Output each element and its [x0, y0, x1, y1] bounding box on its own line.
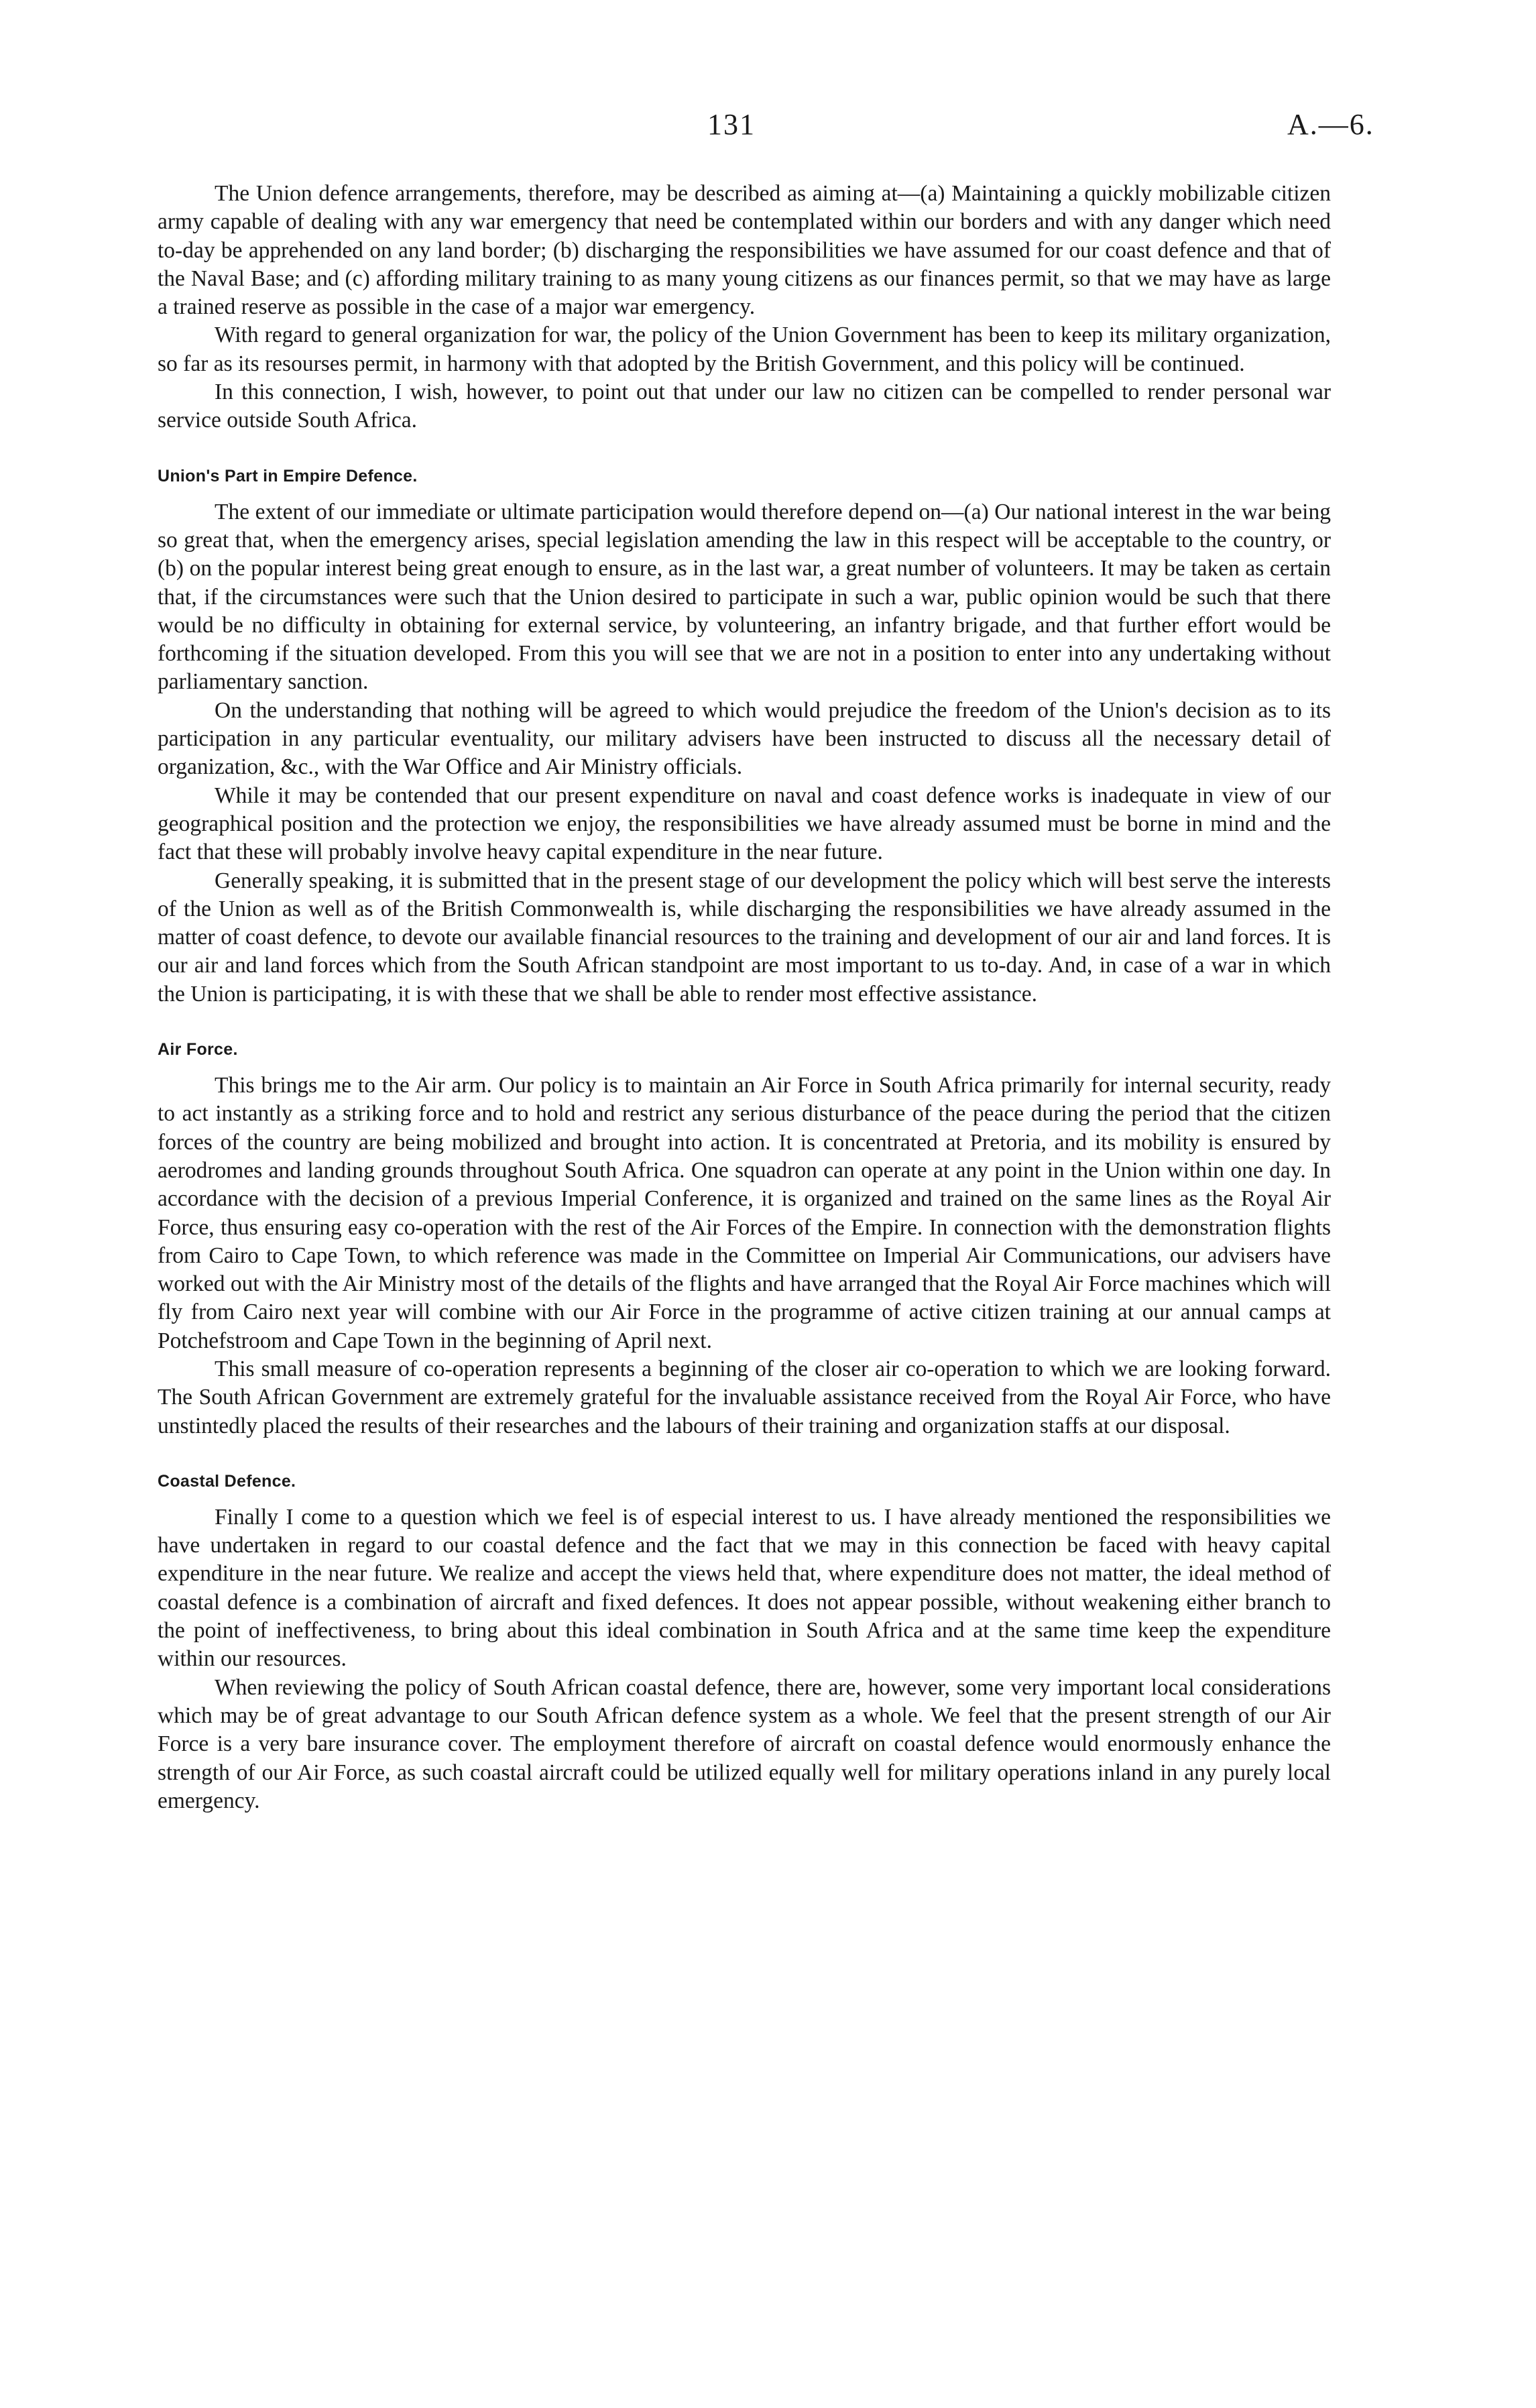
- paragraph: This brings me to the Air arm. Our policy is to maintain an Air Force in South Africa primarily for internal security, ready to act instantly as a striking force and to hold and restrict any serious disturbance of the peace during the period that the citizen forces of the country are being mobilized and brought into action. It is concentrated at Pretoria, and its mobility is ensured by aerodromes and landing grounds throughout South Africa. One squadron can operate at any point in the Union within one day. In accordance with the decision of a previous Imperial Conference, it is organized and trained on the same lines as the Royal Air Force, thus ensuring easy co-operation with the rest of the Air Forces of the Empire. In connection with the demonstration flights from Cairo to Cape Town, to which reference was made in the Committee on Imperial Air Communications, our advisers have worked out with the Air Ministry most of the details of the flights and have arranged that the Royal Air Force machines which will fly from Cairo next year will combine with our Air Force in the programme of active citizen training at our annual camps at Potchefstroom and Cape Town in the beginning of April next.: [158, 1073, 1331, 1353]
- page-header: [0, 107, 1536, 154]
- paragraph: In this connection, I wish, however, to point out that under our law no citizen can be compelled to render personal war service outside South Africa.: [158, 380, 1331, 433]
- paragraph: With regard to general organization for war, the policy of the Union Government has been to keep its military organization, so far as its resourses permit, in harmony with that adopted by the British Government, and this policy will be continued.: [158, 323, 1331, 376]
- section-heading: Air Force.: [158, 1040, 238, 1059]
- section-coastal-defence: [158, 1471, 1331, 1815]
- paragraph: Finally I come to a question which we feel is of especial interest to us. I have already mentioned the responsibilities we have undertaken in regard to our coastal defence and the fact that we may in this connection be faced with heavy capital expenditure in the near future. We realize and accept the views held that, where expenditure does not matter, the ideal method of coastal defence is a combination of aircraft and fixed defences. It does not appear possible, without weakening either branch to the point of ineffectiveness, to bring about this ideal combination in South Africa and at the same time keep the expenditure within our resources.: [158, 1504, 1331, 1672]
- document-reference: A.—6.: [1287, 108, 1374, 141]
- section-heading: Coastal Defence.: [158, 1471, 296, 1491]
- paragraph: Generally speaking, it is submitted that in the present stage of our development the policy which will best serve the interests of the Union as well as of the British Commonwealth is, while discharging the responsibilities we have already assumed in the matter of coast defence, to devote our available financial resources to the training and development of our air and land forces. It is our air and land forces which from the South African standpoint are most important to us to-day. And, in case of a war in which the Union is participating, it is with these that we shall be able to render most effective assistance.: [158, 868, 1331, 1007]
- paragraph: The extent of our immediate or ultimate participation would therefore depend on—(a) Our national interest in the war being so great that, when the emergency arises, special legislation amending the law in this respect will be acceptable to the country, or (b) on the popular interest being great enough to ensure, as in the last war, a great number of volunteers. It may be taken as certain that, if the circumstances were such that the Union desired to participate in such a war, public opinion would be such that there would be no difficulty in obtaining for external service, by volunteering, an infantry brigade, and that further effort would be forthcoming if the situation developed. From this you will see that we are not in a position to enter into any undertaking without parliamentary sanction.: [158, 499, 1331, 695]
- section-empire-defence: [158, 466, 1331, 1009]
- paragraph: The Union defence arrangements, therefore, may be described as aiming at—(a) Maintaining a quickly mobilizable citizen army capable of dealing with any war emergency that need be contemplated within our borders and with any danger which need to-day be apprehended on any land border; (b) discharging the responsibilities we have assumed for our coast defence and that of the Naval Base; and (c) affording military training to as many young citizens as our finances permit, so that we may have as large a trained reserve as possible in the case of a major war emergency.: [158, 181, 1331, 320]
- section-air-force: [158, 1039, 1331, 1440]
- paragraph: On the understanding that nothing will be agreed to which would prejudice the freedom of the Union's decision as to its participation in any particular eventuality, our military advisers have been instructed to discuss all the necessary detail of organization, &c., with the War Office and Air Ministry officials.: [158, 697, 1331, 780]
- section-intro: [158, 180, 1331, 435]
- section-heading: Union's Part in Empire Defence.: [158, 466, 418, 485]
- document-body: [158, 180, 1331, 1815]
- paragraph: While it may be contended that our present expenditure on naval and coast defence works is inadequate in view of our geographical position and the protection we enjoy, the responsibilities we have already assumed must be borne in mind and the fact that these will probably involve heavy capital expenditure in the near future.: [158, 783, 1331, 865]
- paragraph: When reviewing the policy of South African coastal defence, there are, however, some very important local considerations which may be of great advantage to our South African defence system as a whole. We feel that the present strength of our Air Force is a very bare insurance cover. The employment therefore of aircraft on coastal defence would enormously enhance the strength of our Air Force, as such coastal aircraft could be utilized equally well for military operations inland in any purely local emergency.: [158, 1674, 1331, 1813]
- paragraph: This small measure of co-operation represents a beginning of the closer air co-operation to which we are looking forward. The South African Government are extremely grateful for the invaluable assistance received from the Royal Air Force, who have unstintedly placed the results of their researches and the labours of their training and organization staffs at our disposal.: [158, 1356, 1331, 1438]
- page-number: 131: [707, 108, 756, 141]
